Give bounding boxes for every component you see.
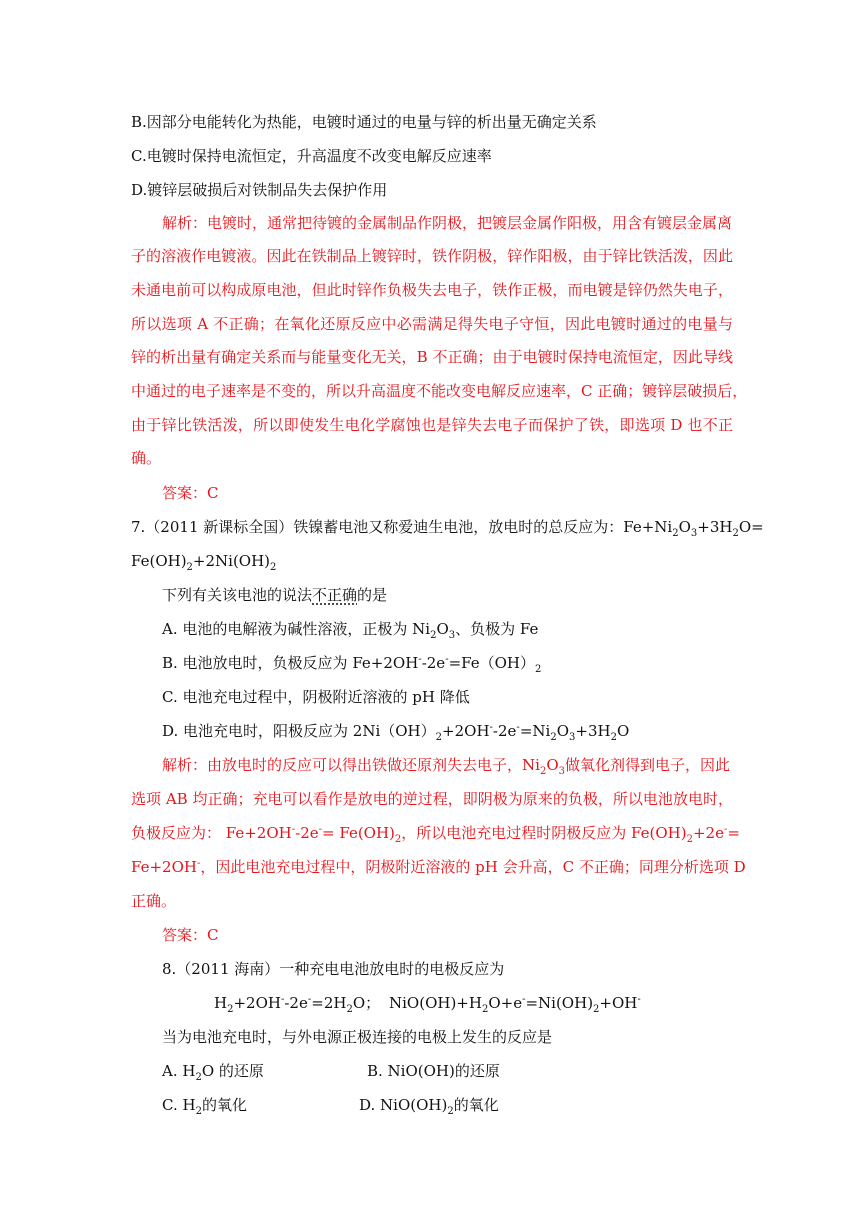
- q6-answer: 答案：C: [162, 484, 219, 502]
- q6-option-c: C.电镀时保持电流恒定，升高温度不改变电解反应速率: [131, 147, 492, 165]
- q7-option-a: A. 电池的电解液为碱性溶液，正极为 $Ni_2O_3$、负极为 Fe: [162, 620, 539, 641]
- q7-stem-line1: 7.（2011 新课标全国）铁镍蓄电池又称爱迪生电池，放电时的总反应为：$Fe+Ni_2O_3+3H_2O=$: [131, 518, 764, 539]
- q6-analysis-line: 未通电前可以构成原电池，但此时锌作负极失去电子，铁作正极，而电镀是锌仍然失电子，: [131, 281, 733, 299]
- q7-analysis-line: Fe+2OH-，因此电池充电过程中，阴极附近溶液的 pH 会升高，C 不正确；同理分析选项 D: [131, 858, 746, 876]
- q7-analysis-line: 正确。: [131, 892, 177, 910]
- q7-analysis-line: 解析：由放电时的反应可以得出铁做还原剂失去电子，$Ni_2O_3$做氧化剂得到电子，因此: [162, 756, 731, 777]
- q8-option-d: D. $NiO(OH)_2$的氧化: [359, 1096, 499, 1117]
- q6-analysis-line: 所以选项 A 不正确；在氧化还原反应中必需满足得失电子守恒，因此电镀时通过的电量与: [131, 315, 733, 333]
- q7-analysis-line: 负极反应为： $Fe+2OH^--2e^-= Fe(OH)_2$，所以电池充电过程时阴极反应为 $Fe(OH)_2+2e^-=$: [131, 824, 740, 845]
- q7-answer: 答案：C: [162, 926, 219, 944]
- q8-stem: 8.（2011 海南）一种充电电池放电时的电极反应为: [162, 960, 505, 978]
- q6-option-d: D.镀锌层破损后对铁制品失去保护作用: [131, 181, 388, 199]
- q8-question: 当为电池充电时，与外电源正极连接的电极上发生的反应是: [162, 1028, 553, 1046]
- q7-question: 下列有关该电池的说法不正确的是: [162, 586, 388, 604]
- q7-option-d: D. 电池充电时，阳极反应为 $2Ni(OH)_2+2OH^--2e^-=Ni_2O_3+3H_2O$: [162, 722, 630, 743]
- q6-analysis-line: 子的溶液作电镀液。因此在铁制品上镀锌时，铁作阴极，锌作阳极，由于锌比铁活泼，因此: [131, 247, 733, 265]
- q6-analysis-line: 锌的析出量有确定关系而与能量变化无关，B 不正确；由于电镀时保持电流恒定，因此导线: [131, 348, 733, 366]
- q6-analysis-line: 确。: [131, 449, 162, 467]
- q7-option-c: C. 电池充电过程中，阴极附近溶液的 pH 降低: [162, 688, 470, 706]
- q8-option-b: B. NiO(OH)的还原: [367, 1062, 500, 1080]
- q8-option-c: C. $H_2$的氧化: [162, 1096, 247, 1117]
- q8-equation-1: $H_2+2OH^--2e^-=2H_2O$；: [214, 994, 381, 1015]
- q6-analysis-line: 中通过的电子速率是不变的，所以升高温度不能改变电解反应速率，C 正确；镀锌层破损后，: [131, 382, 748, 400]
- q6-analysis-line: 解析：电镀时，通常把待镀的金属制品作阴极，把镀层金属作阳极，用含有镀层金属离: [162, 214, 733, 232]
- q8-equation-2: $NiO(OH)+H_2O+e^-=Ni(OH)_2+OH^-$: [389, 994, 641, 1015]
- q7-analysis-line: 选项 AB 均正确；充电可以看作是放电的逆过程，即阴极为原来的负极，所以电池放电时，: [131, 790, 733, 808]
- q7-stem-line2: $Fe(OH)_2+2Ni(OH)_2$: [131, 552, 277, 573]
- q8-option-a: A. $H_2O$ 的还原: [162, 1062, 264, 1083]
- q6-option-b: B.因部分电能转化为热能，电镀时通过的电量与锌的析出量无确定关系: [131, 113, 597, 131]
- q7-option-b: B. 电池放电时，负极反应为 $Fe+2OH^--2e^-=Fe(OH)_2$: [162, 654, 542, 675]
- q6-analysis-line: 由于锌比铁活泼，所以即使发生电化学腐蚀也是锌失去电子而保护了铁，即选项 D 也不正: [131, 416, 733, 434]
- emphasis-dots: 不正确: [312, 586, 358, 604]
